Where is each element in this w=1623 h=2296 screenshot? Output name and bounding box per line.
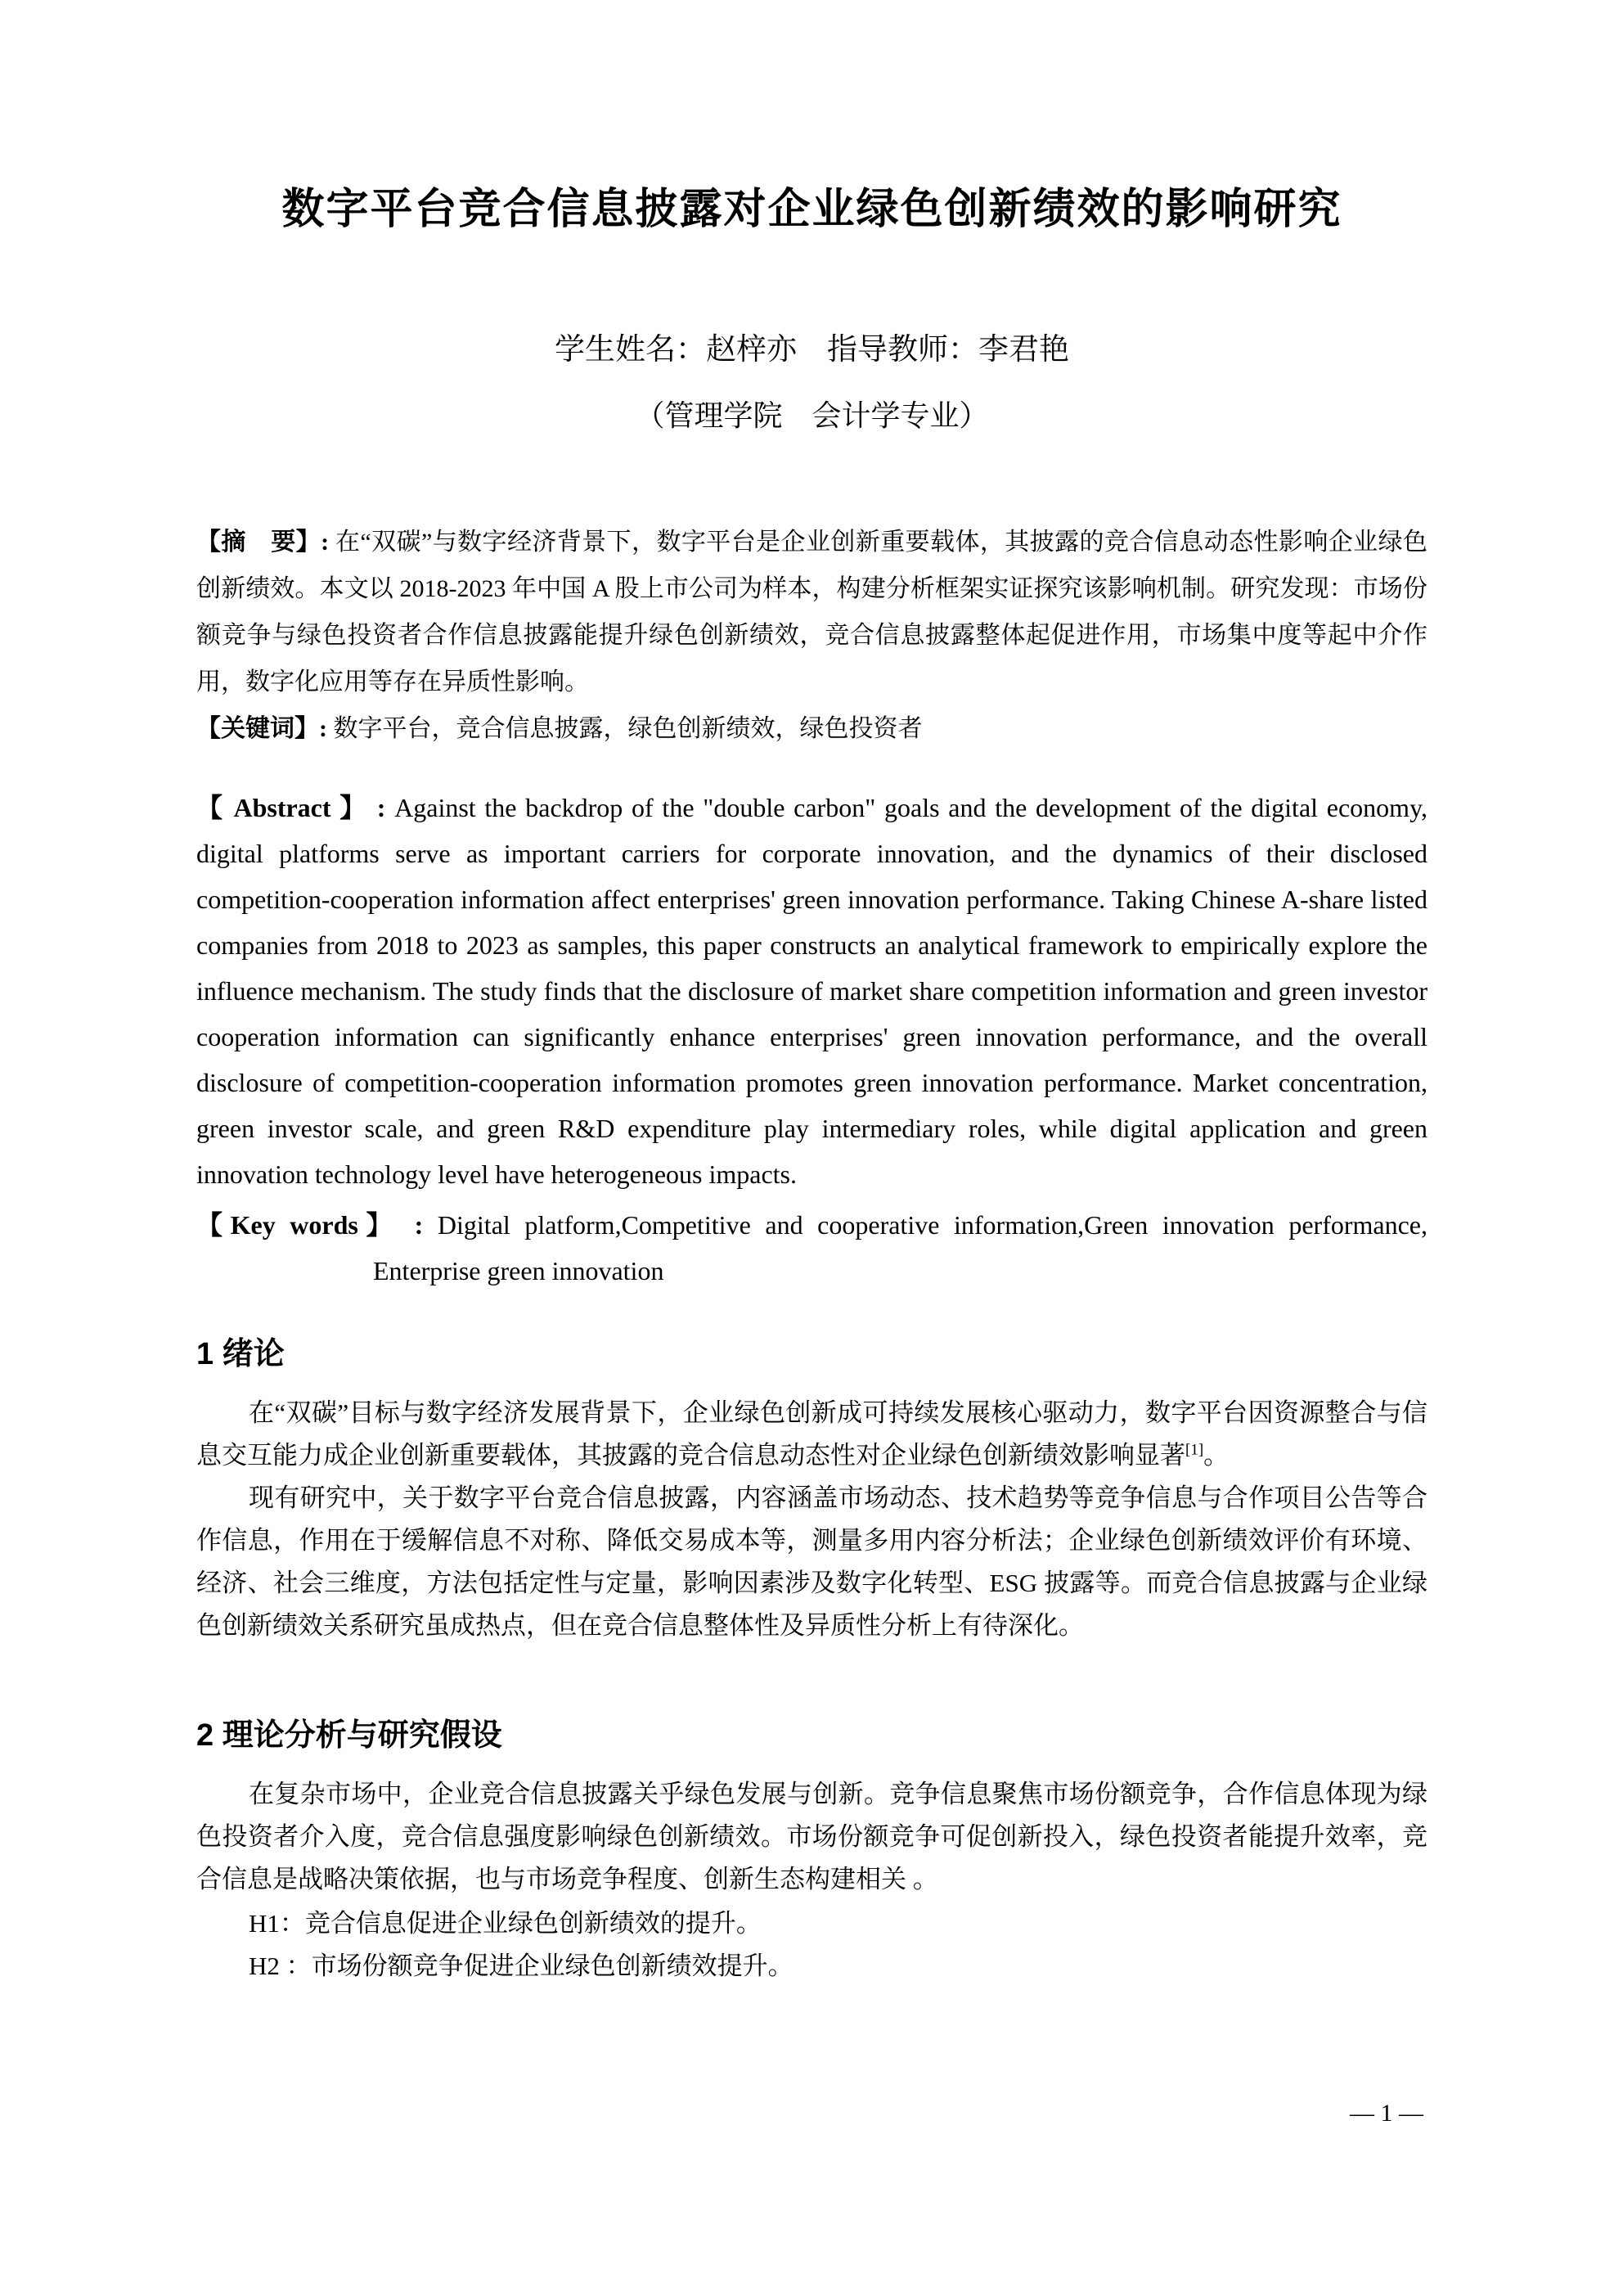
keywords-en-text: Digital platform,Competitive and cooperative information,Green innovation performance, Enterprise green innovation xyxy=(373,1210,1427,1285)
keywords-en xyxy=(196,1202,1427,1294)
intro-paragraph-2: 现有研究中，关于数字平台竞合信息披露，内容涵盖市场动态、技术趋势等竞争信息与合作项目公告等合作信息，作用在于缓解信息不对称、降低交易成本等，测量多用内容分析法；企业绿色创新绩效评价有环境、经济、社会三维度，方法包括定性与定量，影响因素涉及数字化转型、ESG 披露等。而竞合信息披露与企业绿色创新绩效关系研究虽成热点，但在竞合信息整体性及异质性分析上有待深化。 xyxy=(196,1483,1427,1640)
abstract-cn-label: 【摘 要】: xyxy=(196,529,330,556)
intro-paragraph-1-end: 。 xyxy=(1203,1441,1230,1470)
footnote-ref-1: [1] xyxy=(1185,1441,1204,1459)
affiliation-line: （管理学院 会计学专业） xyxy=(635,399,989,432)
intro-paragraph-1 xyxy=(196,1392,1427,1477)
keywords-cn xyxy=(196,705,1427,752)
author-line: 学生姓名：赵梓亦 指导教师：李君艳 xyxy=(555,333,1069,367)
paper-title: 数字平台竞合信息披露对企业绿色创新绩效的影响研究 xyxy=(281,186,1342,233)
keywords-cn-label: 【关键词】: xyxy=(196,715,327,742)
theory-paragraph-1: 在复杂市场中，企业竞合信息披露关乎绿色发展与创新。竞争信息聚焦市场份额竞争，合作信息体现为绿色投资者介入度，竞合信息强度影响绿色创新绩效。市场份额竞争可促创新投入，绿色投资者能提升效率，竞合信息是战略决策依据，也与市场竞争程度、创新生态构建相关 。 xyxy=(196,1780,1427,1893)
page-number: — 1 — xyxy=(1350,2100,1423,2127)
hypotheses xyxy=(196,1902,1427,1988)
section-1-heading: 1 绪论 xyxy=(196,1337,285,1371)
abstract-cn-text: 在“双碳”与数字经济背景下，数字平台是企业创新重要载体，其披露的竞合信息动态性影响企业绿色创新绩效。本文以 2018-2023 年中国 A 股上市公司为样本，构建分析框架实证探究该影响机制。研究发现：市场份额竞争与绿色投资者合作信息披露能提升绿色创新绩效，竞合信息披露整体起促进作用，市场集中度等起中介作用，数字化应用等存在异质性影响。 xyxy=(196,529,1427,696)
abstract-en-text: Against the backdrop of the "double carbon" goals and the development of the digital economy, digital platforms serve as important carriers for corporate innovation, and the dynamics of their disclosed competition-cooperation information affect enterprises' green innovation performance. Taking Chinese A-share listed companies from 2018 to 2023 as samples, this paper constructs an analytical framework to empirically explore the influence mechanism. The study finds that the disclosure of market share competition information and green investor cooperation information can significantly enhance enterprises' green innovation performance, and the overall disclosure of competition-cooperation information promotes green innovation performance. Market concentration, green investor scale, and green R&D expenditure play intermediary roles, while digital application and green innovation technology level have heterogeneous impacts. xyxy=(196,793,1427,1189)
keywords-cn-text: 数字平台，竞合信息披露，绿色创新绩效，绿色投资者 xyxy=(333,715,923,742)
abstract-cn xyxy=(196,519,1427,705)
abstract-en-label: 【 Abstract 】 : xyxy=(196,793,386,822)
abstract-en xyxy=(196,785,1427,1197)
keywords-en-label: 【Key words】 : xyxy=(196,1210,424,1240)
intro-paragraph-1-text: 在“双碳”目标与数字经济发展背景下，企业绿色创新成可持续发展核心驱动力，数字平台因资源整合与信息交互能力成企业创新重要载体，其披露的竞合信息动态性对企业绿色创新绩效影响显著 xyxy=(196,1398,1427,1470)
hypothesis-1: H1：竞合信息促进企业绿色创新绩效的提升。 xyxy=(249,1909,762,1938)
section-2-heading: 2 理论分析与研究假设 xyxy=(196,1718,502,1753)
hypothesis-2: H2 ：市场份额竞争促进企业绿色创新绩效提升。 xyxy=(249,1952,794,1980)
